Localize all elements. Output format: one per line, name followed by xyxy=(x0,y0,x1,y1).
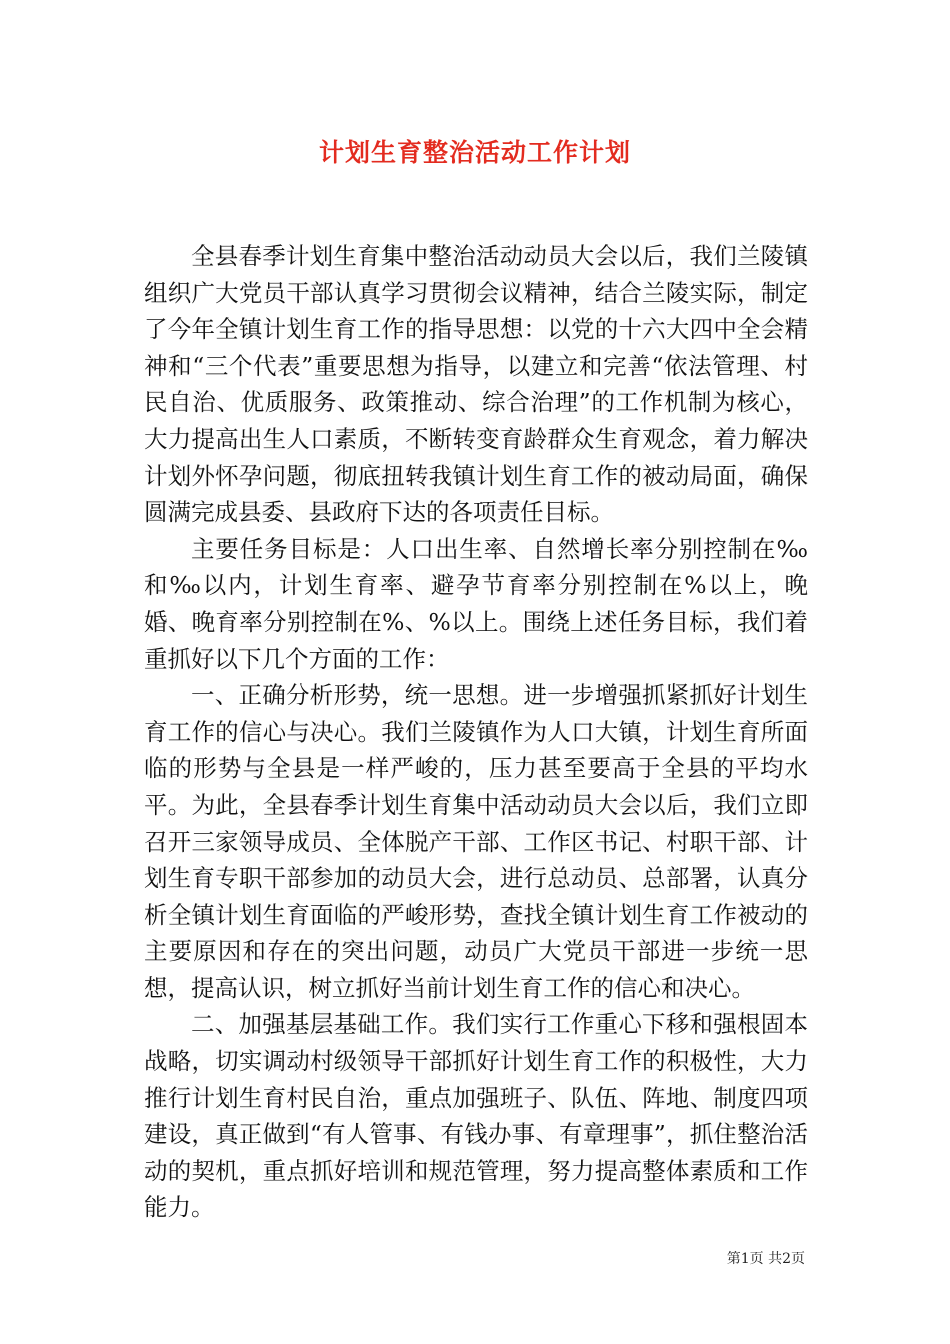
paragraph-section-one: 一、正确分析形势，统一思想。进一步增强抓紧抓好计划生育工作的信心与决心。我们兰陵镇作为人口大镇，计划生育所面临的形势与全县是一样严峻的，压力甚至要高于全县的平均水平。为此，全县春季计划生育集中活动动员大会以后，我们立即召开三家领导成员、全体脱产干部、工作区书记、村职干部、计划生育专职干部参加的动员大会，进行总动员、总部署，认真分析全镇计划生育面临的严峻形势，查找全镇计划生育工作被动的主要原因和存在的突出问题，动员广大党员干部进一步统一思想，提高认识，树立抓好当前计划生育工作的信心和决心。 xyxy=(144,681,808,1002)
page-number: 第1页 共2页 xyxy=(726,1251,805,1267)
document-body xyxy=(144,238,808,1226)
paragraph-section-two: 二、加强基层基础工作。我们实行工作重心下移和强根固本战略，切实调动村级领导干部抓好计划生育工作的积极性，大力推行计划生育村民自治，重点加强班子、队伍、阵地、制度四项建设，真正做到“有人管事、有钱办事、有章理事”，抓住整治活动的契机，重点抓好培训和规范管理，努力提高整体素质和工作能力。 xyxy=(144,1010,808,1222)
document-title: 计划生育整治活动工作计划 xyxy=(318,138,631,167)
paragraph-guiding-ideology: 全县春季计划生育集中整治活动动员大会以后，我们兰陵镇组织广大党员干部认真学习贯彻会议精神，结合兰陵实际，制定了今年全镇计划生育工作的指导思想：以党的十六大四中全会精神和“三个代表”重要思想为指导，以建立和完善“依法管理、村民自治、优质服务、政策推动、综合治理”的工作机制为核心，大力提高出生人口素质，不断转变育龄群众生育观念，着力解决计划外怀孕问题，彻底扭转我镇计划生育工作的被动局面，确保圆满完成县委、县政府下达的各项责任目标。 xyxy=(144,242,808,527)
paragraph-main-targets: 主要任务目标是：人口出生率、自然增长率分别控制在‰和‰以内，计划生育率、避孕节育率分别控制在%以上，晚婚、晚育率分别控制在%、%以上。围绕上述任务目标，我们着重抓好以下几个方面的工作： xyxy=(144,534,808,673)
